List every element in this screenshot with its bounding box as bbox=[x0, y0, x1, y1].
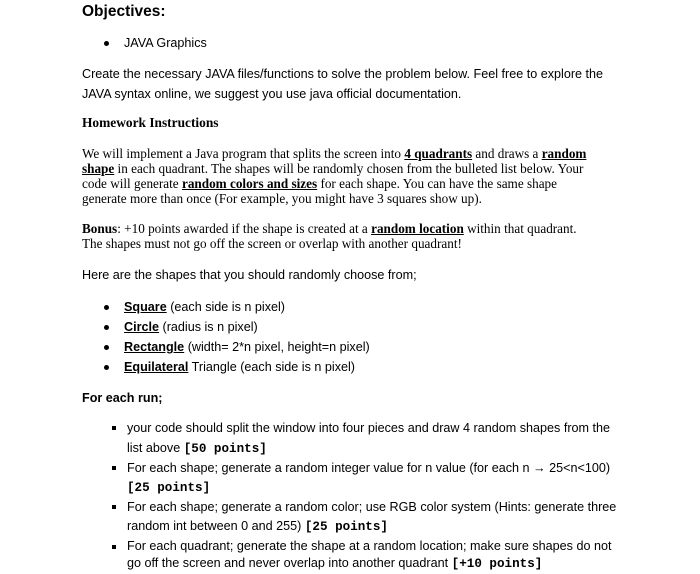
desc-line-3: code will generate random colors and sizes for each shape. You can have the same shape bbox=[82, 176, 557, 191]
for-each-run-heading: For each run; bbox=[82, 391, 163, 405]
intro-line-2: JAVA syntax online, we suggest you use java official documentation. bbox=[82, 87, 462, 101]
bullet-icon bbox=[104, 365, 109, 370]
task-4-line-2: go off the screen and never overlap into another quadrant [+10 points] bbox=[127, 556, 543, 571]
shape-item-rectangle: Rectangle (width= 2*n pixel, height=n pixel) bbox=[124, 340, 370, 354]
square-bullet-icon bbox=[112, 505, 116, 509]
objective-item: JAVA Graphics bbox=[124, 36, 207, 50]
bonus-line-2: The shapes must not go off the screen or overlap with another quadrant! bbox=[82, 236, 462, 251]
desc-line-4: generate more than once (For example, you might have 3 squares show up). bbox=[82, 191, 482, 206]
task-3-line-1: For each shape; generate a random color; use RGB color system (Hints: generate three bbox=[127, 500, 617, 514]
desc-line-1: We will implement a Java program that splits the screen into 4 quadrants and draws a random bbox=[82, 146, 587, 161]
bonus-line-1: Bonus: +10 points awarded if the shape is created at a random location within that quadrant. bbox=[82, 221, 577, 236]
task-3-line-2: random int between 0 and 255) [25 points] bbox=[127, 519, 388, 534]
desc-line-2: shape in each quadrant. The shapes will be randomly chosen from the bulleted list below. Your bbox=[82, 161, 584, 176]
task-1-line-1: your code should split the window into four pieces and draw 4 random shapes from the bbox=[127, 421, 611, 435]
task-2-line-2: [25 points] bbox=[127, 481, 211, 495]
bullet-icon bbox=[104, 41, 109, 46]
bullet-icon bbox=[104, 325, 109, 330]
square-bullet-icon bbox=[112, 545, 116, 549]
shape-item-triangle: Equilateral Triangle (each side is n pixel) bbox=[124, 360, 355, 374]
task-1-line-2: list above [50 points] bbox=[127, 441, 267, 456]
intro-line-1: Create the necessary JAVA files/functions to solve the problem below. Feel free to explore the bbox=[82, 67, 604, 81]
square-bullet-icon bbox=[112, 466, 116, 470]
task-4-line-1: For each quadrant; generate the shape at a random location; make sure shapes do not bbox=[127, 539, 612, 553]
homework-heading: Homework Instructions bbox=[82, 115, 219, 130]
shape-item-square: Square (each side is n pixel) bbox=[124, 300, 285, 314]
bullet-icon bbox=[104, 345, 109, 350]
square-bullet-icon bbox=[112, 426, 116, 430]
shapes-intro: Here are the shapes that you should randomly choose from; bbox=[82, 268, 417, 282]
task-2-line-1: For each shape; generate a random integer value for n value (for each n → 25<n<100) bbox=[127, 461, 611, 475]
objectives-heading: Objectives: bbox=[82, 3, 166, 20]
bullet-icon bbox=[104, 305, 109, 310]
shape-item-circle: Circle (radius is n pixel) bbox=[124, 320, 258, 334]
